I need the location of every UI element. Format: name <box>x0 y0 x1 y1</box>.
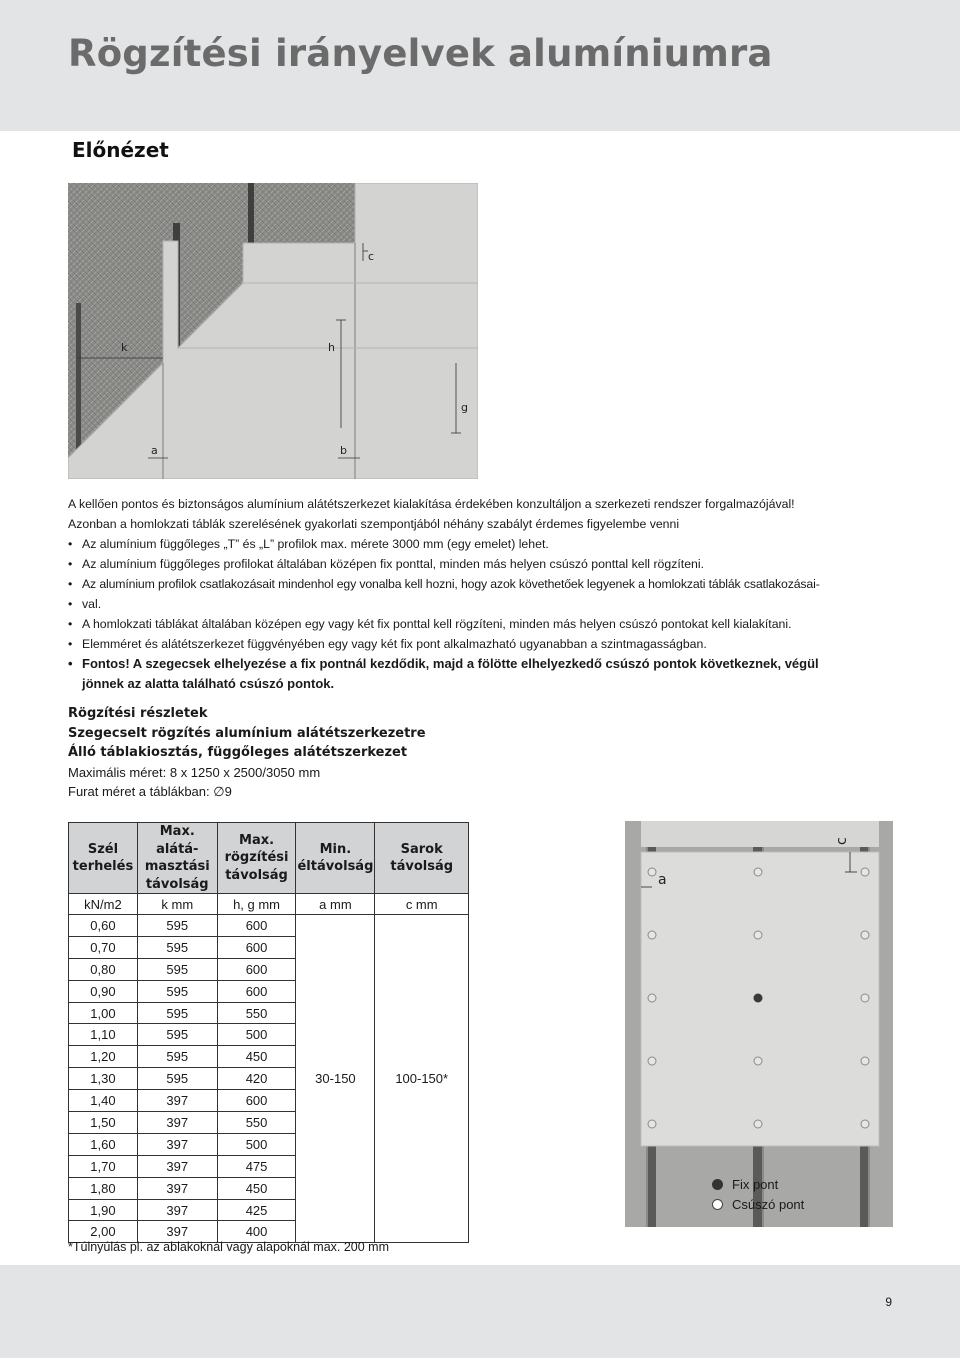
diagram-label-a: a <box>658 872 667 888</box>
table-cell: 595 <box>137 1068 217 1090</box>
table-cell: 2,00 <box>69 1221 138 1243</box>
table-cell: 397 <box>137 1090 217 1112</box>
page-number: 9 <box>885 1295 892 1309</box>
table-cell: 500 <box>217 1024 296 1046</box>
min-edge-cell: 30-150 <box>296 915 375 1243</box>
table-cell: 397 <box>137 1133 217 1155</box>
details-subheading-2: Álló táblakiosztás, függőleges alátétszerkezet <box>68 745 408 760</box>
footer-band <box>0 1265 960 1358</box>
table-cell: 1,40 <box>69 1090 138 1112</box>
fixing-details <box>68 704 426 802</box>
table-cell: 1,90 <box>69 1199 138 1221</box>
page-title: Rögzítési irányelvek alumíniumra <box>68 32 773 75</box>
preview-heading: Előnézet <box>72 138 169 162</box>
table-cell: 595 <box>137 936 217 958</box>
important-note <box>68 654 948 694</box>
table-cell: 595 <box>137 1002 217 1024</box>
table-cell: 397 <box>137 1177 217 1199</box>
table-cell: 0,70 <box>69 936 138 958</box>
table-cell: 397 <box>137 1199 217 1221</box>
table-cell: 600 <box>217 958 296 980</box>
facade-preview-image <box>68 183 478 479</box>
table-cell: 500 <box>217 1133 296 1155</box>
important-label: Fontos! <box>82 656 130 671</box>
intro-line: Azonban a homlokzati táblák szerelésének gyakorlati szempontjából néhány szabályt érdemes figyelembe venni <box>68 517 680 531</box>
table-cell: 595 <box>137 915 217 937</box>
rule-item: • Az alumínium függőleges profilokat általában középen fix ponttal, minden más helyen csúszó ponttal kell rögzíteni. <box>68 554 948 574</box>
table-cell: 600 <box>217 1090 296 1112</box>
unit-cell: kN/m2 <box>69 894 138 915</box>
table-cell: 1,20 <box>69 1046 138 1068</box>
table-cell: 1,70 <box>69 1155 138 1177</box>
table-cell: 0,80 <box>69 958 138 980</box>
label-a: a <box>151 444 158 457</box>
table-cell: 0,90 <box>69 980 138 1002</box>
table-cell: 550 <box>217 1112 296 1134</box>
details-subheading: Szegecselt rögzítés alumínium alátétszerkezetre <box>68 725 426 741</box>
table-cell: 1,50 <box>69 1112 138 1134</box>
table-cell: 595 <box>137 1024 217 1046</box>
table-cell: 600 <box>217 980 296 1002</box>
table-cell: 1,60 <box>69 1133 138 1155</box>
fixing-table <box>68 822 469 1243</box>
footnote: *Túlnyúlás pl. az ablakoknál vagy alapoknál max. 200 mm <box>68 1240 390 1254</box>
label-c: c <box>368 250 375 263</box>
table-row <box>69 915 469 937</box>
table-cell: 550 <box>217 1002 296 1024</box>
unit-cell: k mm <box>137 894 217 915</box>
important-text-2: jönnek az alatta található csúszó pontok. <box>82 676 335 691</box>
header-fixing-distance: Max. rögzítési távolság <box>217 823 296 894</box>
legend-fixed-label: Fix pont <box>732 1176 779 1192</box>
label-b: b <box>340 444 347 457</box>
table-cell: 425 <box>217 1199 296 1221</box>
unit-cell: c mm <box>375 894 469 915</box>
table-cell: 600 <box>217 936 296 958</box>
rule-item-continuation: • val. <box>68 594 948 614</box>
rule-item: • A homlokzati táblákat általában középen egy vagy két fix ponttal kell rögzíteni, minden más helyen csúszó pontokat kell kialakítani. <box>68 614 948 634</box>
fixed-point-icon <box>712 1179 723 1190</box>
rule-item: • Az alumínium függőleges „T” és „L” profilok max. mérete 3000 mm (egy emelet) lehet. <box>68 534 948 554</box>
rules-list <box>68 534 948 694</box>
header-corner-distance: Sarok távolság <box>375 823 469 894</box>
table-cell: 397 <box>137 1221 217 1243</box>
max-size: Maximális méret: 8 x 1250 x 2500/3050 mm <box>68 764 321 780</box>
legend <box>712 1174 804 1214</box>
table-cell: 450 <box>217 1177 296 1199</box>
table-cell: 1,80 <box>69 1177 138 1199</box>
label-g: g <box>461 401 468 414</box>
table-cell: 0,60 <box>69 915 138 937</box>
fixing-diagram <box>625 821 893 1227</box>
corner-cell: 100-150* <box>375 915 469 1243</box>
table-cell: 475 <box>217 1155 296 1177</box>
rule-item: • Elemméret és alátétszerkezet függvényében egy vagy két fix pont alkalmazható ugyanabban a szintmagasságban. <box>68 634 948 654</box>
header-edge-distance: Min. éltávolság <box>296 823 375 894</box>
table-cell: 397 <box>137 1112 217 1134</box>
legend-fixed <box>712 1174 804 1194</box>
unit-cell: h, g mm <box>217 894 296 915</box>
table-header-row <box>69 823 469 894</box>
important-text: A szegecsek elhelyezése a fix pontnál kezdődik, majd a fölötte elhelyezkedő csúszó pontok következnek, végül <box>132 656 819 671</box>
header-band <box>0 0 960 131</box>
unit-cell: a mm <box>296 894 375 915</box>
table-cell: 595 <box>137 1046 217 1068</box>
label-k: k <box>121 341 128 354</box>
table-cell: 450 <box>217 1046 296 1068</box>
legend-sliding-label: Csúszó pont <box>732 1196 805 1212</box>
table-cell: 595 <box>137 958 217 980</box>
table-cell: 1,00 <box>69 1002 138 1024</box>
diagram-label-c: c <box>834 837 850 845</box>
legend-sliding <box>712 1194 804 1214</box>
label-h: h <box>328 341 335 354</box>
intro-text <box>68 494 948 694</box>
table-cell: 595 <box>137 980 217 1002</box>
sliding-point-icon <box>712 1199 723 1210</box>
rule-item: • Az alumínium profilok csatlakozásait mindenhol egy vonalba kell hozni, hogy azok követhetőek legyenek a homlokzati táblák csatlakozásai- <box>68 574 948 594</box>
details-heading: Rögzítési részletek <box>68 706 208 721</box>
intro-line: A kellően pontos és biztonságos alumínium alátétszerkezet kialakítása érdekében konzultáljon a szerkezeti rendszer forgalmazójával! <box>68 497 795 511</box>
table-cell: 397 <box>137 1155 217 1177</box>
table-cell: 600 <box>217 915 296 937</box>
header-support-distance: Max. alátá- masztási távolság <box>137 823 217 894</box>
units-row <box>69 894 469 915</box>
table-cell: 1,30 <box>69 1068 138 1090</box>
header-wind-load: Szél terhelés <box>69 823 138 894</box>
table-cell: 400 <box>217 1221 296 1243</box>
hole-size: Furat méret a táblákban: ∅9 <box>68 784 232 799</box>
table-cell: 1,10 <box>69 1024 138 1046</box>
table-cell: 420 <box>217 1068 296 1090</box>
